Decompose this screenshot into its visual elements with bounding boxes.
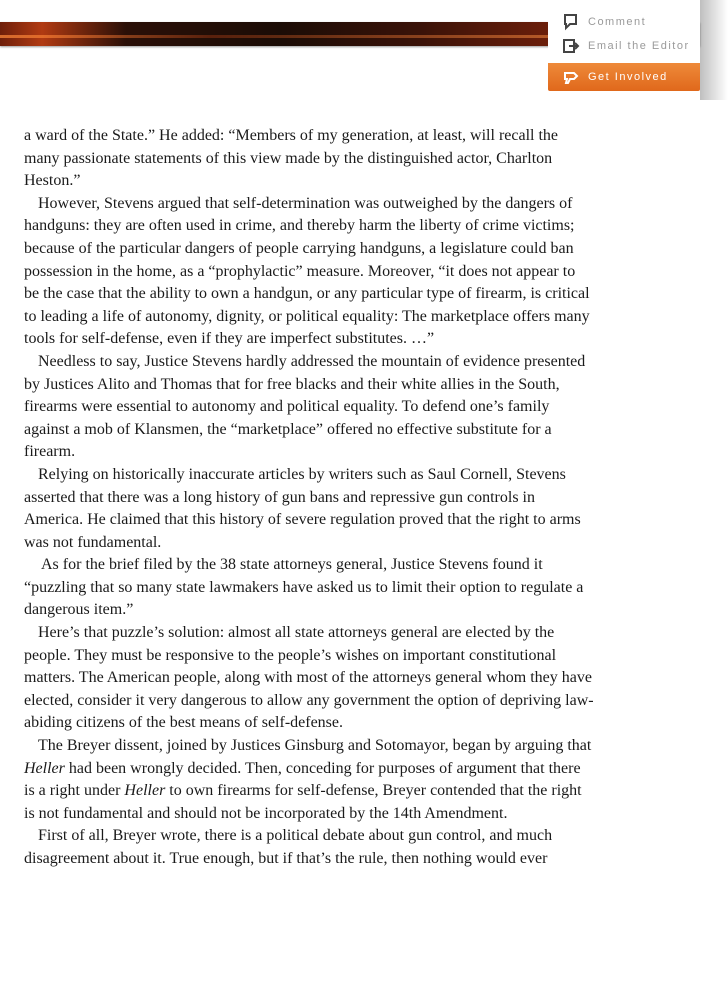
get-involved-button[interactable] xyxy=(548,63,700,91)
header-shadow xyxy=(700,0,728,100)
page-header xyxy=(0,0,728,100)
paragraph-7 xyxy=(24,735,594,825)
action-menu xyxy=(548,0,700,91)
paragraph-5: As for the brief filed by the 38 state attorneys general, Justice Stevens found it “puzzling that so many state lawmakers have asked us to limit their option to regulate a dangerous item.” xyxy=(24,556,584,619)
p7-text-b: had been wrongly decided. Then, conceding for purposes of argument that there is a right under xyxy=(24,759,581,800)
hand-icon xyxy=(562,68,580,86)
p7-text-c: to own firearms for self-defense, Breyer contended that the right is not fundamental and should not be incorporated by the 14th Amendment. xyxy=(24,782,582,822)
comment-label: Comment xyxy=(588,16,647,28)
p7-text-a: The Breyer dissent, joined by Justices Ginsburg and Sotomayor, began by arguing that xyxy=(38,737,592,755)
email-editor-button[interactable] xyxy=(548,34,700,58)
heller-case-name: Heller xyxy=(124,782,166,800)
heller-case-name: Heller xyxy=(24,759,65,777)
comment-icon xyxy=(562,13,580,31)
get-involved-label: Get Involved xyxy=(588,71,668,83)
comment-button[interactable] xyxy=(548,10,700,34)
paragraph-3: Needless to say, Justice Stevens hardly addressed the mountain of evidence presented by Justices Alito and Thomas that for free blacks and their white allies in the South, firearms were essential to autonomy and political equality. To defend one’s family against a mob of Klansmen, the “marketplace” offered no effective substitute for a firearm. xyxy=(24,352,586,461)
paragraph-2: However, Stevens argued that self-determination was outweighed by the dangers of handguns: they are often used in crime, and thereby harm the liberty of crime victims; because of the particular dangers of people carrying handguns, a legislature could ban possession in the home, as a “prophylactic” measure. Moreover, “it does not appear to be the case that the ability to own a handgun, or any particular type of firearm, is critical to leading a life of autonomy, dignity, or political equality: The marketplace offers many tools for self-defense, even if they are imperfect substitutes. …” xyxy=(24,194,590,348)
email-editor-label: Email the Editor xyxy=(588,40,690,52)
paragraph-1: a ward of the State.” He added: “Members of my generation, at least, will recall the many passionate statements of this view made by the distinguished actor, Charlton Heston.” xyxy=(24,127,559,190)
email-icon xyxy=(562,37,580,55)
paragraph-8: First of all, Breyer wrote, there is a political debate about gun control, and much disagreement about it. True enough, but if that’s the rule, then nothing would ever xyxy=(24,827,553,867)
paragraph-6: Here’s that puzzle’s solution: almost all state attorneys general are elected by the people. They must be responsive to the people’s wishes on important constitutional matters. The American people, along with most of the attorneys general whom they have elected, consider it very dangerous to allow any government the option of depriving law-abiding citizens of the best means of self-defense. xyxy=(24,624,594,732)
paragraph-4: Relying on historically inaccurate articles by writers such as Saul Cornell, Stevens asserted that there was a long history of gun bans and repressive gun controls in America. He claimed that this history of severe regulation proved that the right to arms was not fundamental. xyxy=(24,465,581,551)
article-body xyxy=(24,125,594,871)
